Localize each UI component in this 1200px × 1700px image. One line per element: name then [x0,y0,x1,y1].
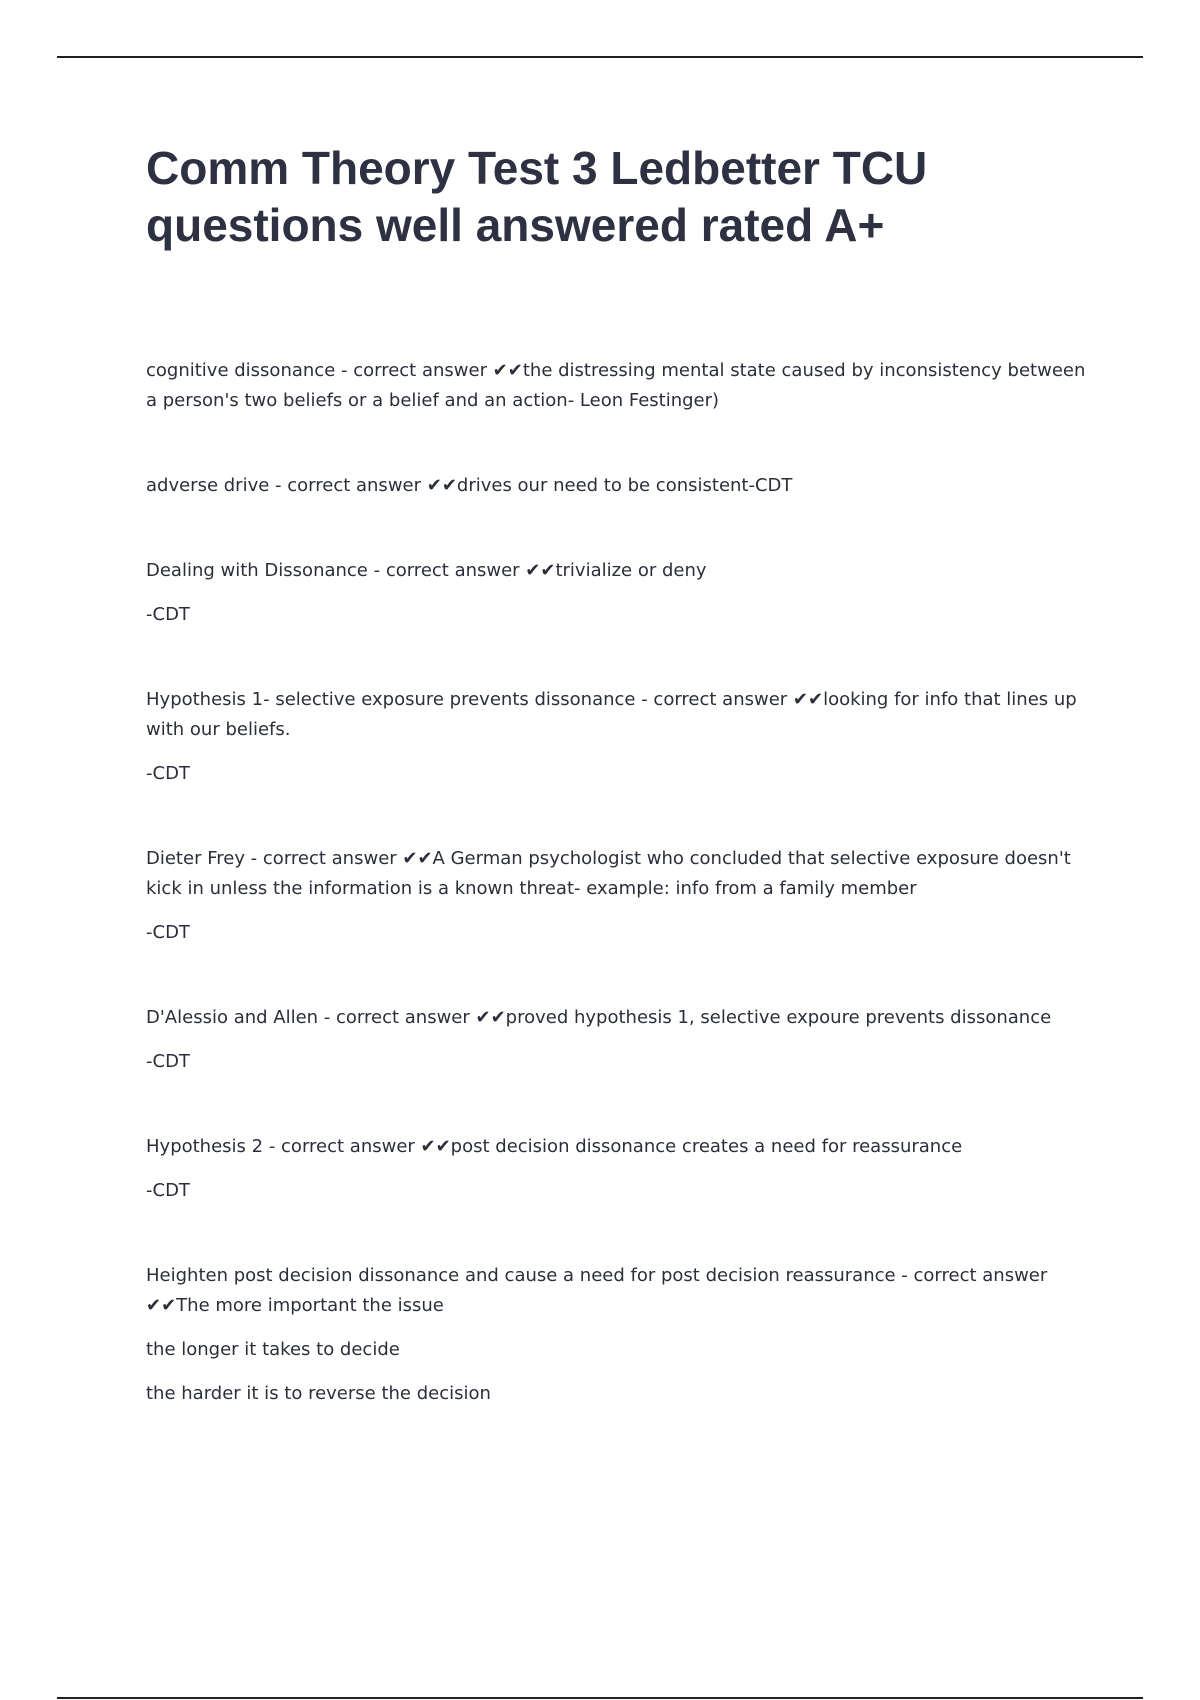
entry-tag: -CDT [146,1180,190,1201]
header-rule [57,56,1143,58]
qa-entry-hypothesis-1 [146,685,1086,789]
entry-text: Hypothesis 1- selective exposure prevents dissonance - correct answer ✔✔looking for info that lines up with our beliefs. [146,689,1077,740]
entry-line: the harder it is to reverse the decision [146,1383,491,1404]
qa-entry-dealing-with-dissonance [146,556,1086,630]
qa-list [146,356,1086,1409]
qa-entry-cognitive-dissonance [146,356,1086,416]
entry-text: Dieter Frey - correct answer ✔✔A German psychologist who concluded that selective exposure doesn't kick in unless the information is a known threat- example: info from a family member [146,848,1071,899]
document-title: Comm Theory Test 3 Ledbetter TCU questions well answered rated A+ [146,142,928,251]
entry-line: the longer it takes to decide [146,1339,400,1360]
entry-text: Hypothesis 2 - correct answer ✔✔post decision dissonance creates a need for reassurance [146,1136,963,1157]
entry-text: D'Alessio and Allen - correct answer ✔✔proved hypothesis 1, selective expoure prevents dissonance [146,1007,1052,1028]
qa-entry-heighten-post-decision [146,1261,1086,1409]
document-body [146,140,1086,1409]
entry-text: Heighten post decision dissonance and cause a need for post decision reassurance - correct answer ✔✔The more important the issue [146,1265,1048,1316]
footer-rule [57,1697,1143,1699]
entry-tag: -CDT [146,1051,190,1072]
entry-text: cognitive dissonance - correct answer ✔✔the distressing mental state caused by inconsistency between a person's two beliefs or a belief and an action- Leon Festinger) [146,360,1086,411]
entry-tag: -CDT [146,763,190,784]
entry-text: adverse drive - correct answer ✔✔drives our need to be consistent-CDT [146,475,793,496]
entry-text: Dealing with Dissonance - correct answer ✔✔trivialize or deny [146,560,707,581]
qa-entry-adverse-drive [146,471,1086,501]
entry-tag: -CDT [146,604,190,625]
entry-tag: -CDT [146,922,190,943]
qa-entry-dalessio-allen [146,1003,1086,1077]
qa-entry-dieter-frey [146,844,1086,948]
qa-entry-hypothesis-2 [146,1132,1086,1206]
